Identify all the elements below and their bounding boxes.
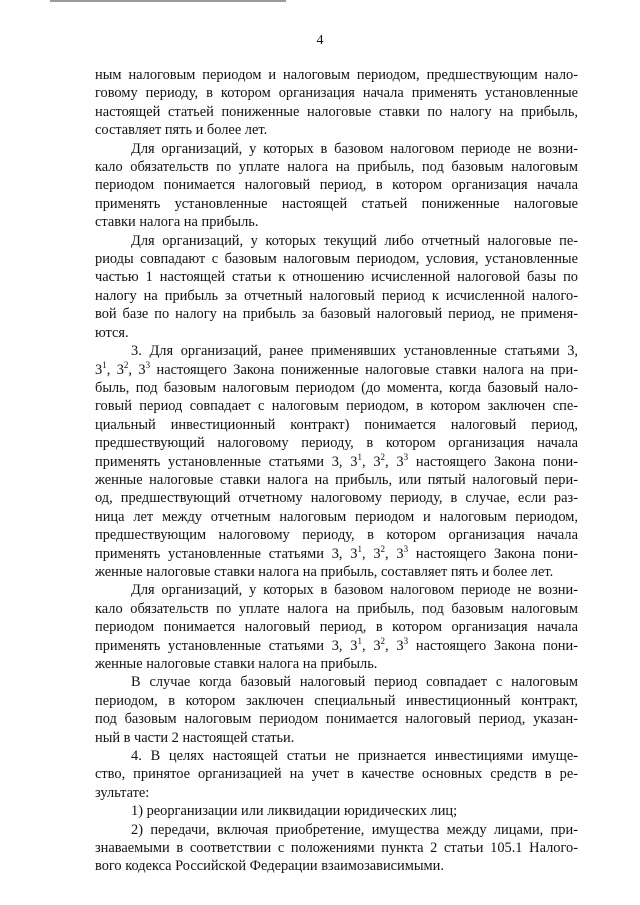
text-line: 1) реорганизации или ликвидации юридических лиц; <box>131 803 458 820</box>
superscript: 1 <box>357 543 362 554</box>
top-rule <box>50 0 286 2</box>
text-line: ставки налога на прибыль. <box>95 214 259 231</box>
paragraph <box>95 232 578 342</box>
paragraph-item-3 <box>95 342 578 581</box>
text-line: знаваемыми в соответствии с положениями пункта 2 статьи 105.1 Налого- <box>95 840 578 857</box>
text-line: зультате: <box>95 784 150 801</box>
text-line: периодом понимается налоговый период, в котором организация начала <box>95 619 578 636</box>
text-line: говому периоду, в котором организация начала применять установленные <box>95 85 578 102</box>
text-line: применять установленные статьями 3, $3^1$, $3^2$, $3^3$ настоящего Закона пони- <box>95 451 579 470</box>
text-line: предшествующим налоговому периоду, в котором организация начала <box>95 527 578 544</box>
text-line: 2) передачи, включая приобретение, имущества между лицами, при- <box>131 821 578 838</box>
paragraph <box>95 140 578 232</box>
text-line: циальный инвестиционный контракт) понимается налоговый период, <box>95 416 578 433</box>
superscript: 3 <box>403 451 409 462</box>
list-item <box>95 802 578 820</box>
text-line: говый период совпадает с налоговым периодом, в котором заключен спе- <box>95 398 578 415</box>
text-line: ются. <box>95 324 129 341</box>
text-line: риоды совпадают с базовым налоговым периодом, условия, установленные <box>95 251 578 268</box>
text-line: женные налоговые ставки налога на прибыль. <box>95 656 378 672</box>
text-line: вого кодекса Российской Федерации взаимозависимыми. <box>95 858 444 875</box>
text-line: женные налоговые ставки налога на прибыль, составляет пять и более лет. <box>95 563 554 580</box>
superscript: 2 <box>380 635 386 646</box>
text-line: Для организаций, у которых в базовом налоговом периоде не возни- <box>131 582 578 599</box>
document-body <box>95 66 578 876</box>
superscript: 3 <box>403 543 409 554</box>
text-line: настоящей статьей пониженные налоговые ставки по налогу на прибыль, <box>95 103 578 120</box>
text-line: применять установленные настоящей статьей пониженные налоговые <box>95 195 578 212</box>
text-line: В случае когда базовый налоговый период совпадает с налоговым <box>131 674 578 691</box>
text-line: ным налоговым периодом и налоговым периодом, предшествующим нало- <box>95 67 578 83</box>
text-line: вой базе по налогу на прибыль за базовый налоговый период, не применя- <box>95 306 578 323</box>
text-line: под базовым налоговым периодом понимается налоговый период, указан- <box>95 711 578 728</box>
text-line: составляет пять и более лет. <box>95 122 268 139</box>
superscript: 3 <box>403 635 409 646</box>
text-line: периодом понимается налоговый период, в котором организация начала <box>95 177 578 194</box>
text-line: предшествующий налоговому периоду, в котором организация начала <box>95 435 578 452</box>
text-line: Для организаций, у которых текущий либо отчетный налоговые пе- <box>131 232 578 249</box>
superscript: 2 <box>123 359 129 370</box>
text-line: од, предшествующий отчетному налоговому периоду, в случае, если раз- <box>95 490 578 507</box>
paragraph <box>95 673 578 747</box>
text-line: кало обязательств по уплате налога на прибыль, под базовым налоговым <box>95 600 578 617</box>
superscript: 1 <box>357 635 362 646</box>
superscript: 1 <box>357 451 362 462</box>
list-item <box>95 821 578 876</box>
text-line: периодом, в котором заключен специальный инвестиционный контракт, <box>95 692 578 709</box>
page-number: 4 <box>316 33 324 48</box>
superscript: 2 <box>380 543 386 554</box>
text-line: ство, принятое организацией на учет в качестве основных средств в ре- <box>95 766 578 783</box>
superscript: 3 <box>145 359 151 370</box>
paragraph <box>95 581 578 673</box>
paragraph-continuation <box>95 66 578 140</box>
paragraph-item-4 <box>95 747 578 802</box>
text-line: 3. Для организаций, ранее применявших установленные статьями 3, <box>131 343 578 360</box>
superscript: 2 <box>380 451 386 462</box>
text-line: кало обязательств по уплате налога на прибыль, под базовым налоговым <box>95 159 578 176</box>
text-line: $3^1$, $3^2$, $3^3$ настоящего Закона пониженные налоговые ставки налога на при- <box>95 359 578 378</box>
text-line: Для организаций, у которых в базовом налоговом периоде не возни- <box>131 140 578 157</box>
text-line: женные налоговые ставки налога на прибыль, или пятый налоговый пери- <box>95 471 578 488</box>
text-line: быль, под базовым налоговым периодом (до момента, когда базовый нало- <box>95 379 578 396</box>
text-line: ный в части 2 настоящей статьи. <box>95 729 295 746</box>
text-line: частью 1 настоящей статьи к отношению исчисленной налоговой базы по <box>95 269 578 286</box>
text-line: налогу на прибыль за отчетный налоговый период к исчисленной налого- <box>95 287 578 304</box>
text-line: 4. В целях настоящей статьи не признается инвестициями имуще- <box>131 748 578 765</box>
text-line: применять установленные статьями 3, $3^1$, $3^2$, $3^3$ настоящего Закона пони- <box>95 543 579 562</box>
superscript: 1 <box>102 359 107 370</box>
text-line: ница лет между отчетным налоговым периодом и налоговым периодом, <box>95 508 578 525</box>
text-line: применять установленные статьями 3, $3^1$, $3^2$, $3^3$ настоящего Закона пони- <box>95 635 579 654</box>
